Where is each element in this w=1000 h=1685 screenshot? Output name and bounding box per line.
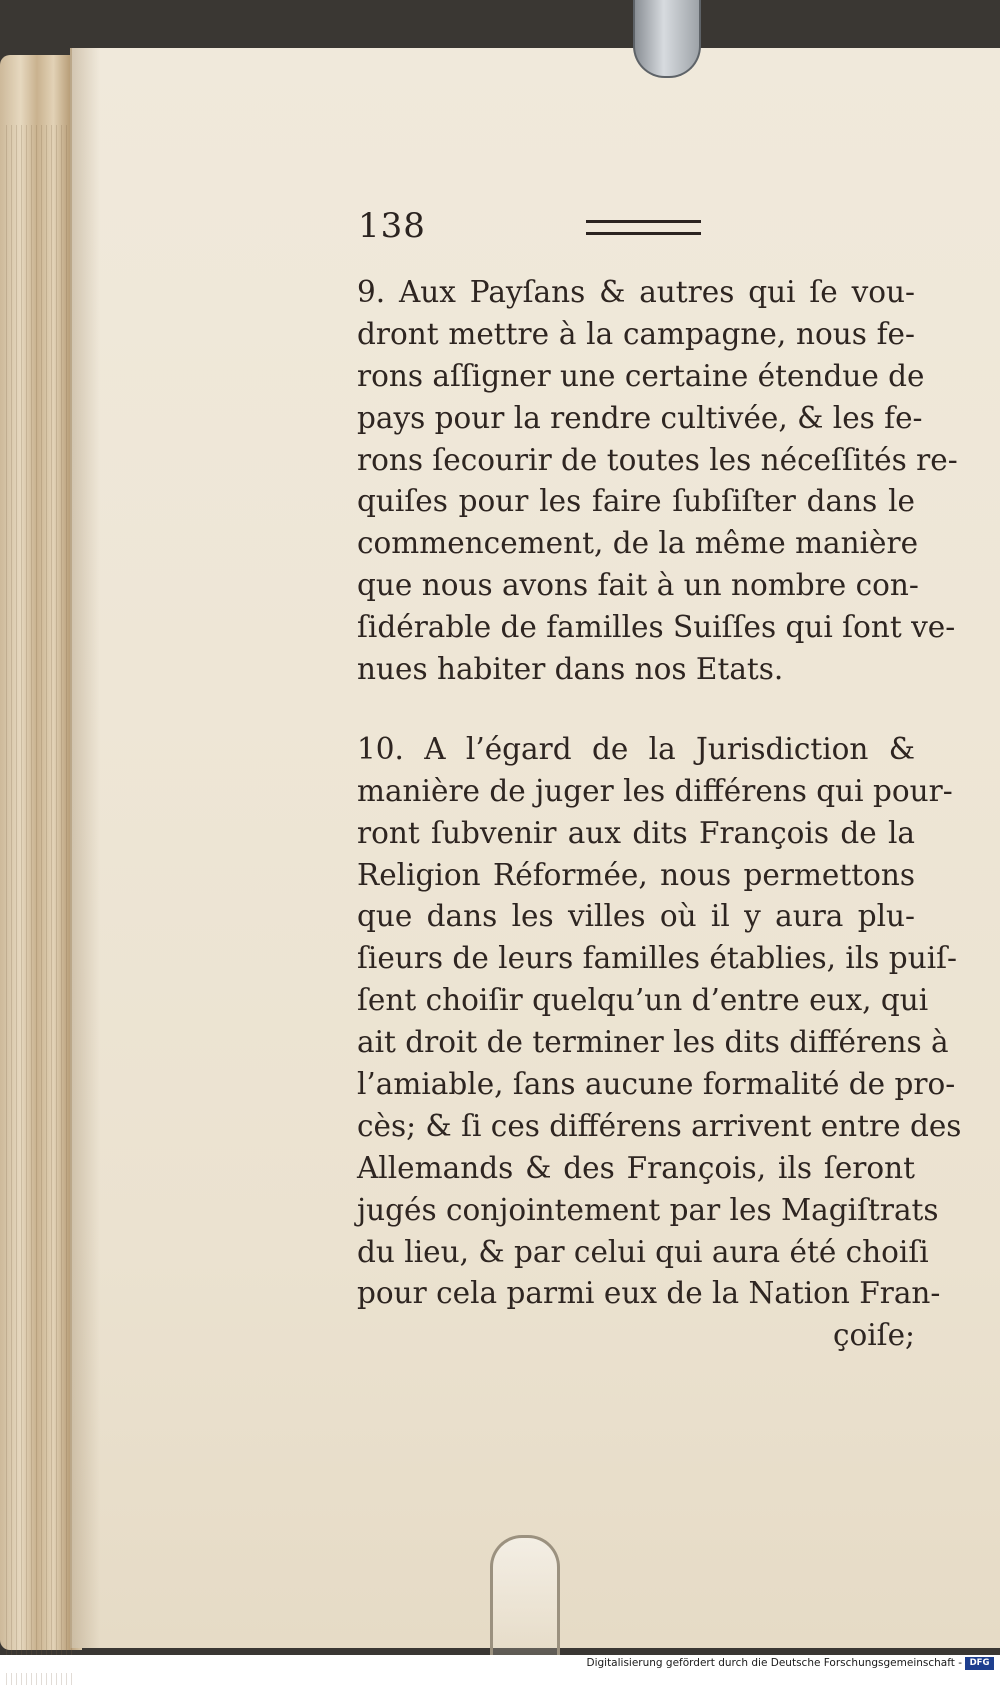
paragraph-9 (357, 272, 958, 691)
text-line: que nous avons fait à un nombre con- (357, 568, 919, 603)
text-line: manière de juger les différens qui pour- (357, 773, 953, 808)
text-line: dront mettre à la campagne, nous fe- (357, 316, 915, 351)
text-line: ſieurs de leurs familles établies, ils puiſ- (357, 941, 958, 976)
text-line: ſidérable de familles Suiſſes qui ſont ve- (357, 610, 956, 645)
page-header (358, 206, 918, 252)
text-line: 10. A l’égard de la Jurisdiction & (357, 731, 915, 766)
paragraph-10 (357, 729, 962, 1315)
text-line: nues habiter dans nos Etats. (357, 652, 784, 687)
gutter-shadow (70, 48, 100, 1648)
body-text (357, 272, 962, 1357)
text-line: quiſes pour les faire ſubſiſter dans le (357, 484, 915, 519)
text-line: Allemands & des François, ils ſeront (357, 1150, 915, 1185)
header-double-rule (586, 220, 701, 235)
text-line: ait droit de terminer les dits différens à (357, 1025, 949, 1060)
metal-clip-top (633, 0, 701, 78)
text-line: l’amiable, ſans aucune formalité de pro- (357, 1067, 956, 1102)
dfg-logo: DFG (965, 1657, 994, 1670)
text-line: cès; & ſi ces différens arrivent entre des (357, 1108, 962, 1143)
text-line: jugés conjointement par les Magiſtrats (357, 1192, 939, 1227)
text-line: rons aſſigner une certaine étendue de (357, 358, 925, 393)
page-edge-texture (6, 125, 76, 1685)
text-line: Religion Réformée, nous permettons (357, 857, 915, 892)
digitization-credit: Digitalisierung gefördert durch die Deutsche Forschungsgemeinschaft - (586, 1657, 962, 1669)
text-line: ſent choiſir quelqu’un d’entre eux, qui (357, 983, 929, 1018)
text-line: pour cela parmi eux de la Nation Fran- (357, 1276, 941, 1311)
text-line: commencement, de la même manière (357, 526, 919, 561)
page-number: 138 (358, 206, 426, 246)
text-line: pays pour la rendre cultivée, & les fe- (357, 400, 923, 435)
catchword: çoiſe; (832, 1318, 915, 1353)
text-line: que dans les villes où il y aura plu- (357, 899, 915, 934)
paragraph-gap (357, 691, 915, 729)
text-line: du lieu, & par celui qui aura été choiſi (357, 1234, 929, 1269)
text-line: ront ſubvenir aux dits François de la (357, 815, 915, 850)
text-line: 9. Aux Payſans & autres qui ſe vou- (357, 275, 915, 309)
clip-bottom-outline (490, 1535, 560, 1658)
text-line: rons ſecourir de toutes les néceſſités re- (357, 442, 958, 477)
